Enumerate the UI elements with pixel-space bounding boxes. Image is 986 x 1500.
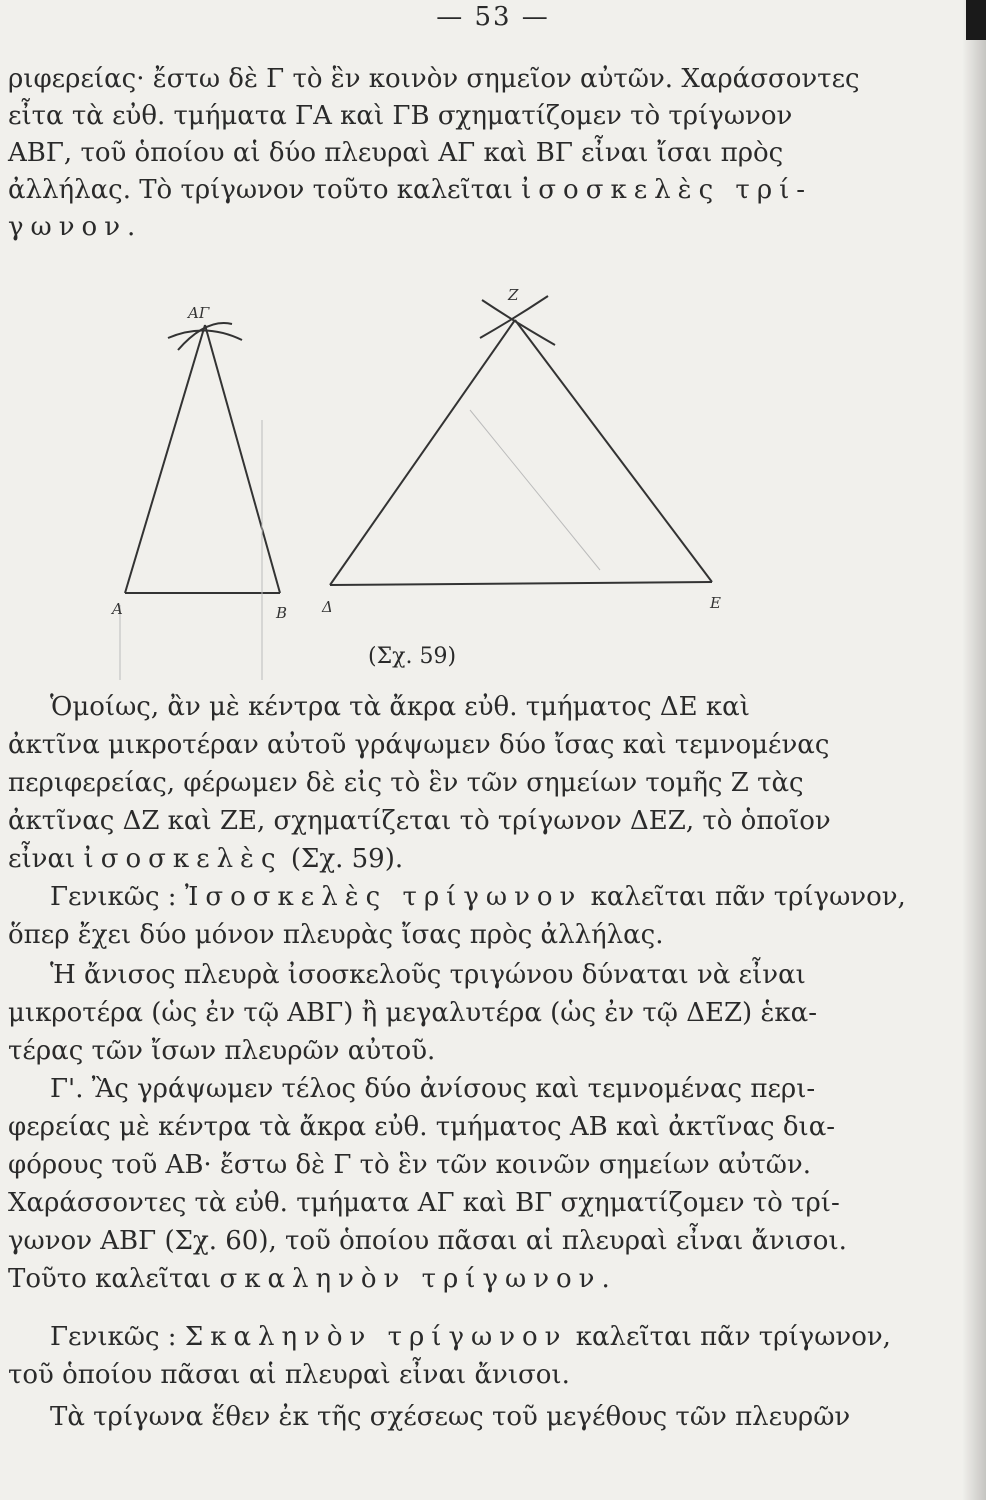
text-line: Ἡ ἄνισος πλευρὰ ἰσοσκελοῦς τριγώνου δύναται νὰ εἶναι: [50, 960, 806, 990]
text-line: ριφερείας· ἔστω δὲ Γ τὸ ἓν κοινὸν σημεῖον αὐτῶν. Χαράσσοντες: [8, 64, 860, 94]
text-line: Ὁμοίως, ἂν μὲ κέντρα τὰ ἄκρα εὐθ. τμήματος ΔΕ καὶ: [50, 692, 750, 722]
text-line: τοῦ ὁποίου πᾶσαι αἱ πλευραὶ εἶναι ἄνισοι.: [8, 1360, 570, 1390]
label-left-base-right: Β: [276, 604, 288, 622]
text-line: γωνον.: [8, 212, 143, 242]
text-line: Τὰ τρίγωνα ἕθεν ἐκ τῆς σχέσεως τοῦ μεγέθους τῶν πλευρῶν: [50, 1402, 851, 1432]
text-line: Χαράσσοντες τὰ εὐθ. τμήματα ΑΓ καὶ ΒΓ σχηματίζομεν τὸ τρί-: [8, 1188, 840, 1218]
text-line: ἀκτῖνας ΔΖ καὶ ΖΕ, σχηματίζεται τὸ τρίγωνον ΔΕΖ, τὸ ὁποῖον: [8, 806, 831, 836]
term-scalene: σκαληνὸν τρίγωνον.: [219, 1264, 617, 1294]
text-line: περιφερείας, φέρωμεν δὲ εἰς τὸ ἓν τῶν σημείων τομῆς Ζ τὰς: [8, 768, 804, 798]
text-line: τέρας τῶν ἴσων πλευρῶν αὐτοῦ.: [8, 1036, 436, 1066]
text-line: ΑΒΓ, τοῦ ὁποίου αἱ δύο πλευραὶ ΑΓ καὶ ΒΓ εἶναι ἴσαι πρὸς: [8, 138, 784, 168]
right-triangle-base: [330, 582, 712, 585]
right-triangle-side-right: [515, 320, 712, 582]
text-span: Γενικῶς :: [50, 882, 177, 912]
term-isosceles: ἰσοσκελὲς τρί-: [521, 175, 813, 205]
left-triangle-side-left: [125, 325, 205, 593]
label-right-base-left: Δ: [322, 598, 333, 616]
figure-59: [0, 0, 986, 690]
term-isosceles: ἰσοσκελὲς: [83, 844, 283, 874]
text-line: [8, 842, 403, 876]
text-line: [50, 1320, 891, 1354]
text-line: Γ'. Ἂς γράψωμεν τέλος δύο ἀνίσους καὶ τεμνομένας περι-: [50, 1074, 816, 1104]
term-scalene-triangle: Σκαληνὸν τρίγωνον: [184, 1322, 568, 1352]
text-line: ἀκτῖνα μικροτέραν αὐτοῦ γράψωμεν δύο ἴσας καὶ τεμνομένας: [8, 730, 830, 760]
right-triangle-side-left: [330, 320, 515, 585]
label-right-apex: Ζ: [508, 286, 519, 304]
text-span: Γενικῶς :: [50, 1322, 177, 1352]
bleed-line: [470, 410, 600, 570]
text-span: (Σχ. 59).: [290, 844, 404, 874]
text-line: μικροτέρα (ὡς ἐν τῷ ΑΒΓ) ἢ μεγαλυτέρα (ὡς ἐν τῷ ΔΕΖ) ἑκα-: [8, 998, 817, 1028]
text-line: γωνον ΑΒΓ (Σχ. 60), τοῦ ὁποίου πᾶσαι αἱ πλευραὶ εἶναι ἄνισοι.: [8, 1226, 847, 1256]
term-isosceles-triangle: Ἰσοσκελὲς τρίγωνον: [184, 882, 583, 912]
figure-caption: (Σχ. 59): [368, 644, 457, 669]
text-span: Τοῦτο καλεῖται: [8, 1264, 212, 1294]
page-number: — 53 —: [436, 2, 550, 32]
label-right-base-right: Ε: [710, 594, 721, 612]
text-line: εἶτα τὰ εὐθ. τμήματα ΓΑ καὶ ΓΒ σχηματίζομεν τὸ τρίγωνον: [8, 101, 793, 131]
scan-corner-mark: [966, 0, 986, 40]
text-span: καλεῖται πᾶν τρίγωνον,: [575, 1322, 891, 1352]
page-edge-shadow: [962, 0, 986, 1500]
text-line: [50, 880, 906, 914]
label-left-base-left: Α: [112, 600, 123, 618]
text-line: [8, 1262, 617, 1296]
text-line: ὅπερ ἔχει δύο μόνον πλευρὰς ἴσας πρὸς ἀλλήλας.: [8, 920, 664, 950]
text-span: καλεῖται πᾶν τρίγωνον,: [590, 882, 906, 912]
text-span: εἶναι: [8, 844, 76, 874]
arc-mark: [178, 323, 232, 350]
text-line: φόρους τοῦ ΑΒ· ἔστω δὲ Γ τὸ ἓν τῶν κοινῶν σημείων αὐτῶν.: [8, 1150, 812, 1180]
left-triangle-side-right: [205, 325, 280, 593]
arc-mark: [168, 330, 242, 340]
text-span: ἀλλήλας. Τὸ τρίγωνον τοῦτο καλεῖται: [8, 175, 513, 205]
arc-mark: [482, 300, 555, 345]
label-left-apex: ΑΓ: [188, 304, 210, 322]
text-line: φερείας μὲ κέντρα τὰ ἄκρα εὐθ. τμήματος ΑΒ καὶ ἀκτῖνας δια-: [8, 1112, 836, 1142]
